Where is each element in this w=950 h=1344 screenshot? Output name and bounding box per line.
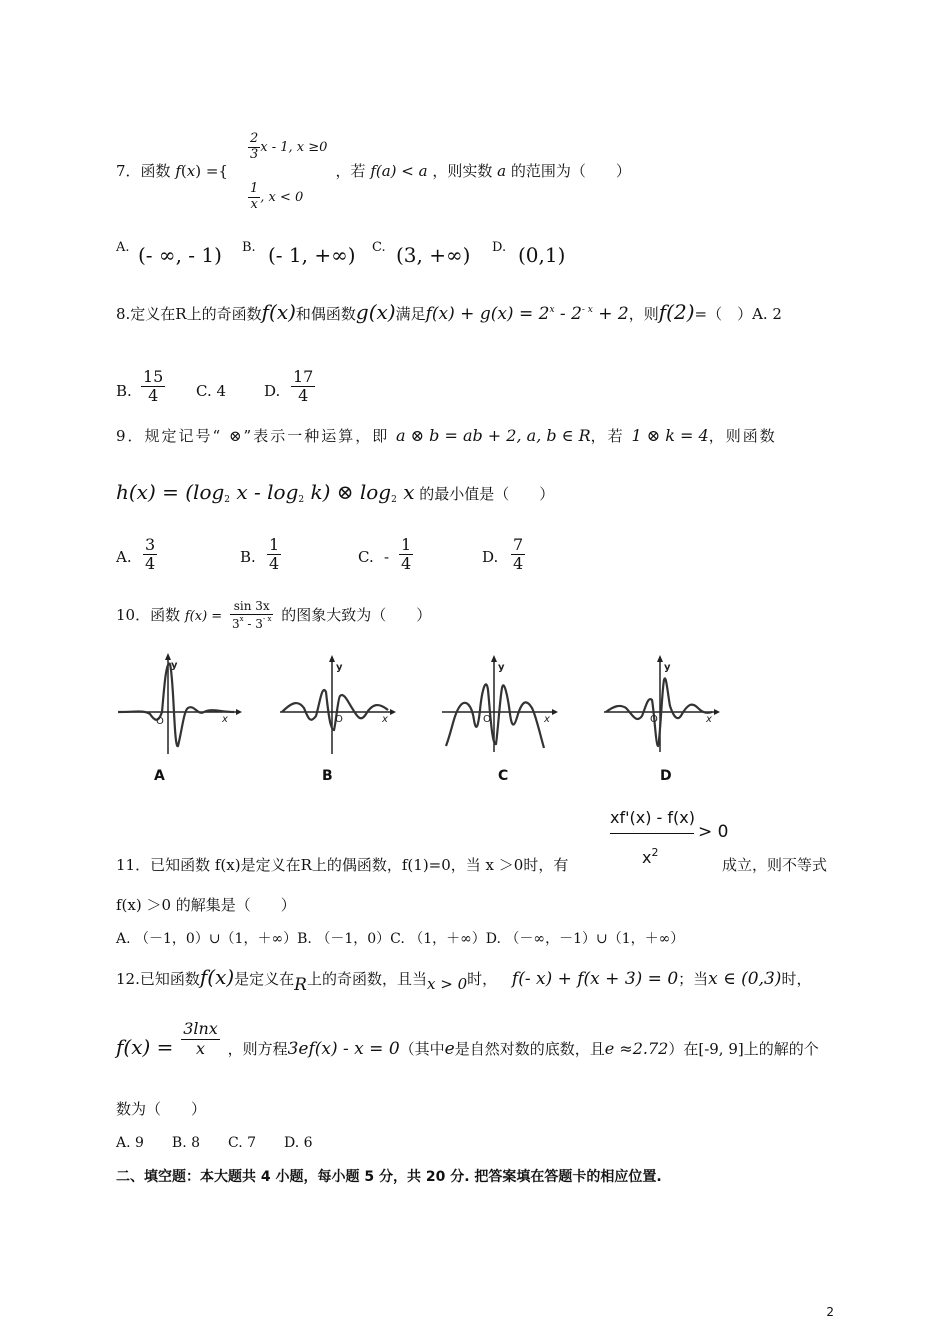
q11-frac-num: xf'(x) - f(x) (610, 808, 695, 827)
q7-cond: f(a) < a (370, 162, 428, 180)
q9-option-c: $\frac{1}{4}$ (401, 535, 412, 574)
q10-graph-d (602, 650, 732, 760)
q9-line2: $h(x) = (\log_2$ x - $\log_2 k$) ⊗ $\log_2 x$ 的最小值是（ ） (116, 480, 555, 505)
q9-option-a: $\frac{3}{4}$ (145, 535, 156, 574)
graph-b-x-label: x (382, 714, 388, 725)
q11-line1-text: 11．已知函数 f(x)是定义在R上的偶函数，f(1)=0，当 x ＞0时，有 (116, 856, 569, 874)
q7-option-b: (- 1, +∞) (268, 243, 356, 267)
graph-b-y-label: y (336, 662, 343, 673)
q9-option-c-label: C. (358, 548, 374, 566)
q10-number: 10．函数 (116, 605, 181, 624)
q7-option-d: (0,1) (518, 243, 566, 267)
q8-option-d-label: D. (264, 382, 281, 400)
q8-then: ，则 (628, 305, 659, 323)
q7-option-a-label: A. (116, 240, 130, 255)
q9-option-d-label: D. (482, 548, 499, 566)
q7-stem: 7．函数 f(x) ={ ，若 f(a) < a ，则实数 a 的范围为（ ） (116, 162, 631, 180)
graph-a-origin-label: O (156, 716, 164, 727)
graph-c-y-label: y (498, 662, 505, 673)
q9-line1 (116, 425, 777, 446)
q8-eq2: =（ ）A. 2 (694, 305, 782, 323)
q7-tail: ，则实数 (432, 162, 493, 180)
q12-eq: f(- x) + f(x + 3) = 0 (511, 969, 679, 989)
q8-and: 和偶函数 (295, 305, 356, 323)
q7-option-d-label: D. (492, 240, 507, 255)
q12-options-text: A. 9 B. 8 C. 7 D. 6 (116, 1135, 313, 1151)
q9-intro: 9．规定记号“ ⊗”表示一种运算，即 (116, 427, 390, 445)
q10-graph-c-label: C (498, 768, 509, 784)
q12-line2: f(x) = $\frac{3\ln x}{x}$ ，则方程3ef(x) - x = 0（其中e是自然对数的底数，且e ≈2.72）在[-9, 9]上的解的个 (116, 1019, 819, 1059)
section2-heading-text: 二、填空题：本大题共 4 小题，每小题 5 分，共 20 分. 把答案填在答题卡的相应位置. (116, 1169, 662, 1185)
graph-c-origin-label: O (483, 714, 491, 725)
q11-frac-gt: > 0 (698, 822, 729, 842)
q11-options (116, 928, 684, 948)
q8-stem (116, 300, 782, 324)
q10-frac: $\frac{\sin 3x}{3^x - 3^{- x}}$ (231, 599, 272, 631)
q10-graph-a (116, 650, 246, 760)
q9-option-b: $\frac{1}{4}$ (269, 535, 280, 574)
q12-line3 (116, 1098, 206, 1119)
q9-h: h(x) = (log (116, 480, 225, 504)
q11-frac-den: x (642, 848, 652, 867)
q12-line3-text: 数为（ ） (116, 1100, 207, 1118)
q11-line2-text: f(x) ＞0 的解集是（ ） (116, 896, 296, 914)
q7-option-a: (- ∞, - 1) (138, 243, 222, 267)
q8-plus: + 2 (592, 304, 629, 324)
q7-mid: ，若 (335, 162, 366, 180)
q9-option-c-sign: - (384, 548, 390, 566)
q8-exp1: x (549, 305, 555, 315)
q9-cond: 1 ⊗ k = 4 (631, 426, 709, 445)
page-number: 2 (826, 1305, 834, 1319)
q9-def: a ⊗ b = ab + 2, a, b ∈ R (396, 426, 591, 445)
q8-number: 8.定义在R上的奇函数 (116, 305, 262, 323)
q7-number: 7．函数 (116, 162, 171, 180)
q8-gx: g(x) (355, 300, 396, 324)
graph-d-y-label: y (664, 662, 671, 673)
q12-def-frac: $\frac{3\ln x}{x}$ (183, 1019, 218, 1058)
q12-interval: x ∈ (0,3) (708, 969, 782, 989)
q11-line1-end-text: 成立，则不等式 (722, 856, 828, 874)
q11-line1 (116, 854, 568, 875)
q11-line1-end (722, 854, 827, 875)
q10-stem (116, 600, 431, 632)
q12-def-left: f(x) = (116, 1035, 174, 1059)
q12-line1: 12.已知函数f(x)是定义在R上的奇函数，且当x > 0时， f(- x) + f(x + 3) = 0；当x ∈ (0,3)时， (116, 965, 812, 995)
q10-graph-b (278, 650, 408, 760)
q9-option-b-label: B. (240, 548, 256, 566)
q12-options (116, 1132, 313, 1152)
q7-option-b-label: B. (242, 240, 256, 255)
q10-graph-a-label: A (154, 768, 165, 784)
q8-eq: f(x) + g(x) = 2 (425, 304, 550, 324)
q9-option-d: $\frac{7}{4}$ (513, 535, 524, 574)
q7-piece1: x - 1, x ≥0 (260, 139, 328, 155)
graph-c-x-label: x (544, 714, 550, 725)
q10-graph-b-label: B (322, 768, 333, 784)
q10-graph-d-label: D (660, 768, 672, 784)
graph-a-x-label: x (222, 714, 228, 725)
q8-option-c: C. 4 (196, 382, 227, 400)
q8-satisfy: 满足 (395, 305, 426, 323)
q11-options-text: A. （－1，0）∪（1，＋∞）B. （－1，0）C. （1，＋∞）D. （－∞，－1）∪（1，＋∞） (116, 931, 685, 947)
q8-option-d: $\frac{17}{4}$ (293, 367, 314, 406)
q10-graph-c (440, 650, 570, 760)
q7-var: a (497, 162, 507, 180)
q8-minus: - 2 (554, 304, 582, 324)
q12-eq2: 3ef(x) - x = 0 (287, 1039, 400, 1059)
q10-tail: 的图象大致为（ ） (281, 605, 432, 624)
q9-then: ，则函数 (708, 427, 777, 445)
q7-piece2: , x < 0 (260, 189, 304, 205)
q8-f2: f(2) (658, 300, 695, 324)
q9-option-a-label: A. (116, 548, 132, 566)
q9-if: ，若 (590, 427, 625, 445)
q7-option-c: (3, +∞) (396, 243, 471, 267)
graph-b-origin-label: O (335, 714, 343, 725)
q9-min: 的最小值是（ ） (419, 485, 555, 503)
q7-end: 的范围为（ ） (510, 162, 631, 180)
q8-option-b: $\frac{15}{4}$ (143, 367, 164, 406)
q8-exp2: - x (581, 305, 593, 315)
section2-heading (116, 1166, 662, 1186)
q11-line2 (116, 894, 296, 915)
graph-d-origin-label: O (650, 714, 658, 725)
graph-a-y-label: y (171, 660, 178, 671)
q8-option-b-label: B. (116, 382, 132, 400)
q10-fx: f(x) = (184, 608, 223, 624)
q7-option-c-label: C. (372, 240, 386, 255)
graph-d-x-label: x (706, 714, 712, 725)
q8-fx: f(x) (261, 300, 296, 324)
